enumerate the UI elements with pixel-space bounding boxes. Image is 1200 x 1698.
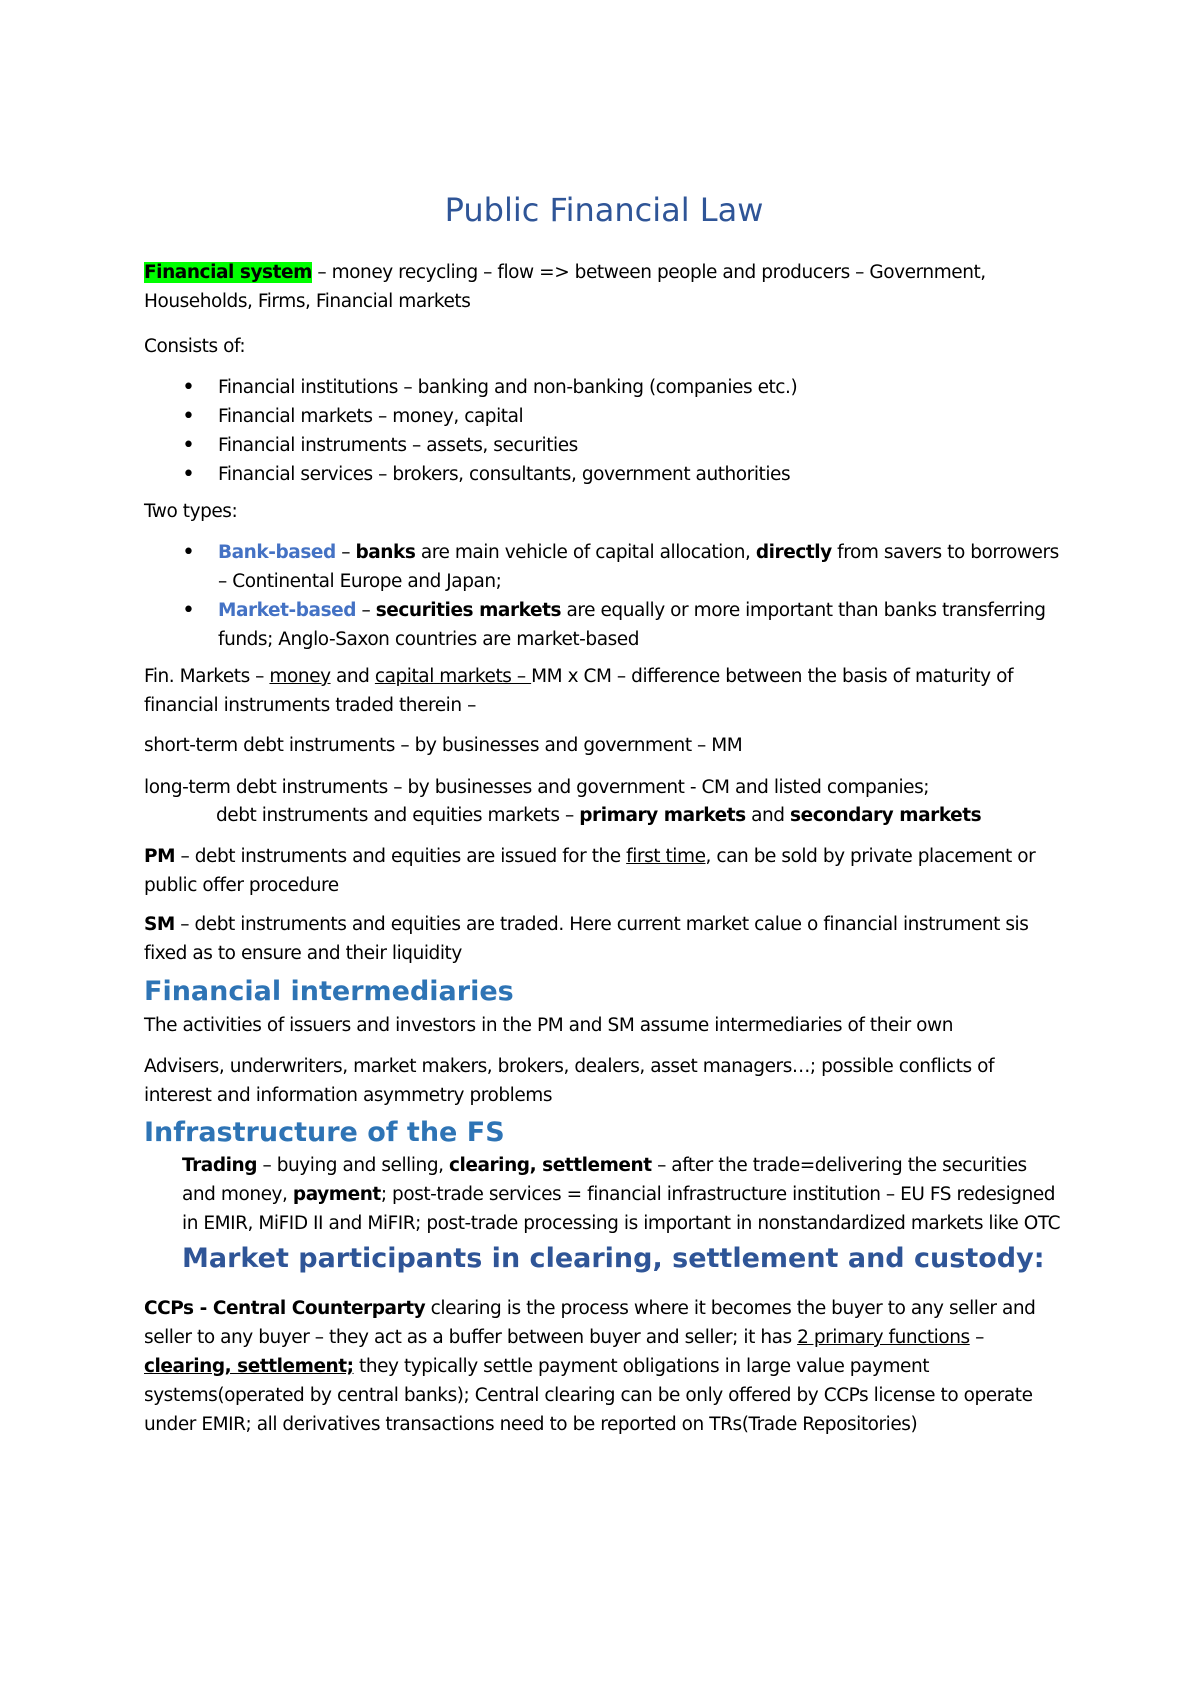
consists-list — [144, 373, 1064, 489]
list-item-bank-based: • Bank-based – banks are main vehicle of capital allocation, directly from savers to borrowers – Continental Europe and Japan; — [144, 538, 1064, 596]
two-types-label: Two types: — [144, 501, 238, 522]
ccps-paragraph: CCPs - Central Counterparty clearing is the process where it becomes the buyer to any seller and seller to any buyer – they act as a buffer between buyer and seller; it has 2 primary functions – clearing, settlement; they typically settle payment obligations in large value payment systems(operated by central banks); Central clearing can be only offered by CCPs license to operate under EMIR; all derivatives transactions need to be reported on TRs(Trade Repositories) — [144, 1298, 1036, 1435]
list-item: • Financial institutions – banking and non-banking (companies etc.) — [144, 373, 1064, 402]
short-term-paragraph: short-term debt instruments – by businesses and government – MM — [144, 735, 743, 756]
heading-financial-intermediaries: Financial intermediaries — [144, 976, 514, 1007]
consists-label: Consists of: — [144, 336, 246, 357]
financial-system-term: Financial system — [144, 262, 312, 283]
intermediaries-paragraph-2: Advisers, underwriters, market makers, brokers, dealers, asset managers…; possible conflicts of interest and information asymmetry problems — [144, 1056, 995, 1106]
list-item: • Financial markets – money, capital — [144, 402, 1064, 431]
types-list — [144, 538, 1064, 654]
intro-paragraph: Financial system – money recycling – flow => between people and producers – Government, Households, Firms, Financial markets — [144, 262, 986, 312]
heading-market-participants: Market participants in clearing, settlement and custody: — [182, 1243, 1045, 1274]
list-item-market-based: • Market-based – securities markets are equally or more important than banks transferring funds; Anglo-Saxon countries are market-based — [144, 596, 1064, 654]
fin-markets-paragraph: Fin. Markets – money and capital markets – MM x CM – difference between the basis of maturity of financial instruments traded therein – — [144, 666, 1014, 716]
sm-paragraph: SM – debt instruments and equities are traded. Here current market calue o financial instrument sis fixed as to ensure and their liquidity — [144, 914, 1029, 964]
intermediaries-paragraph-1: The activities of issuers and investors in the PM and SM assume intermediaries of their own — [144, 1015, 954, 1036]
document-title: Public Financial Law — [444, 191, 764, 229]
long-term-paragraph: long-term debt instruments – by businesses and government - CM and listed companies; — [144, 777, 930, 798]
list-item: • Financial instruments – assets, securities — [144, 431, 1064, 460]
infrastructure-paragraph: Trading – buying and selling, clearing, settlement – after the trade=delivering the securities and money, payment; post-trade services = financial infrastructure institution – EU FS redesigned in EMIR, MiFID II and MiFIR; post-trade processing is important in nonstandardized markets like OTC — [182, 1155, 1061, 1234]
pm-paragraph: PM – debt instruments and equities are issued for the first time, can be sold by private placement or public offer procedure — [144, 846, 1036, 896]
list-item: • Financial services – brokers, consultants, government authorities — [144, 460, 1064, 489]
heading-infrastructure: Infrastructure of the FS — [144, 1117, 505, 1148]
debt-markets-line: debt instruments and equities markets – primary markets and secondary markets — [216, 805, 982, 826]
